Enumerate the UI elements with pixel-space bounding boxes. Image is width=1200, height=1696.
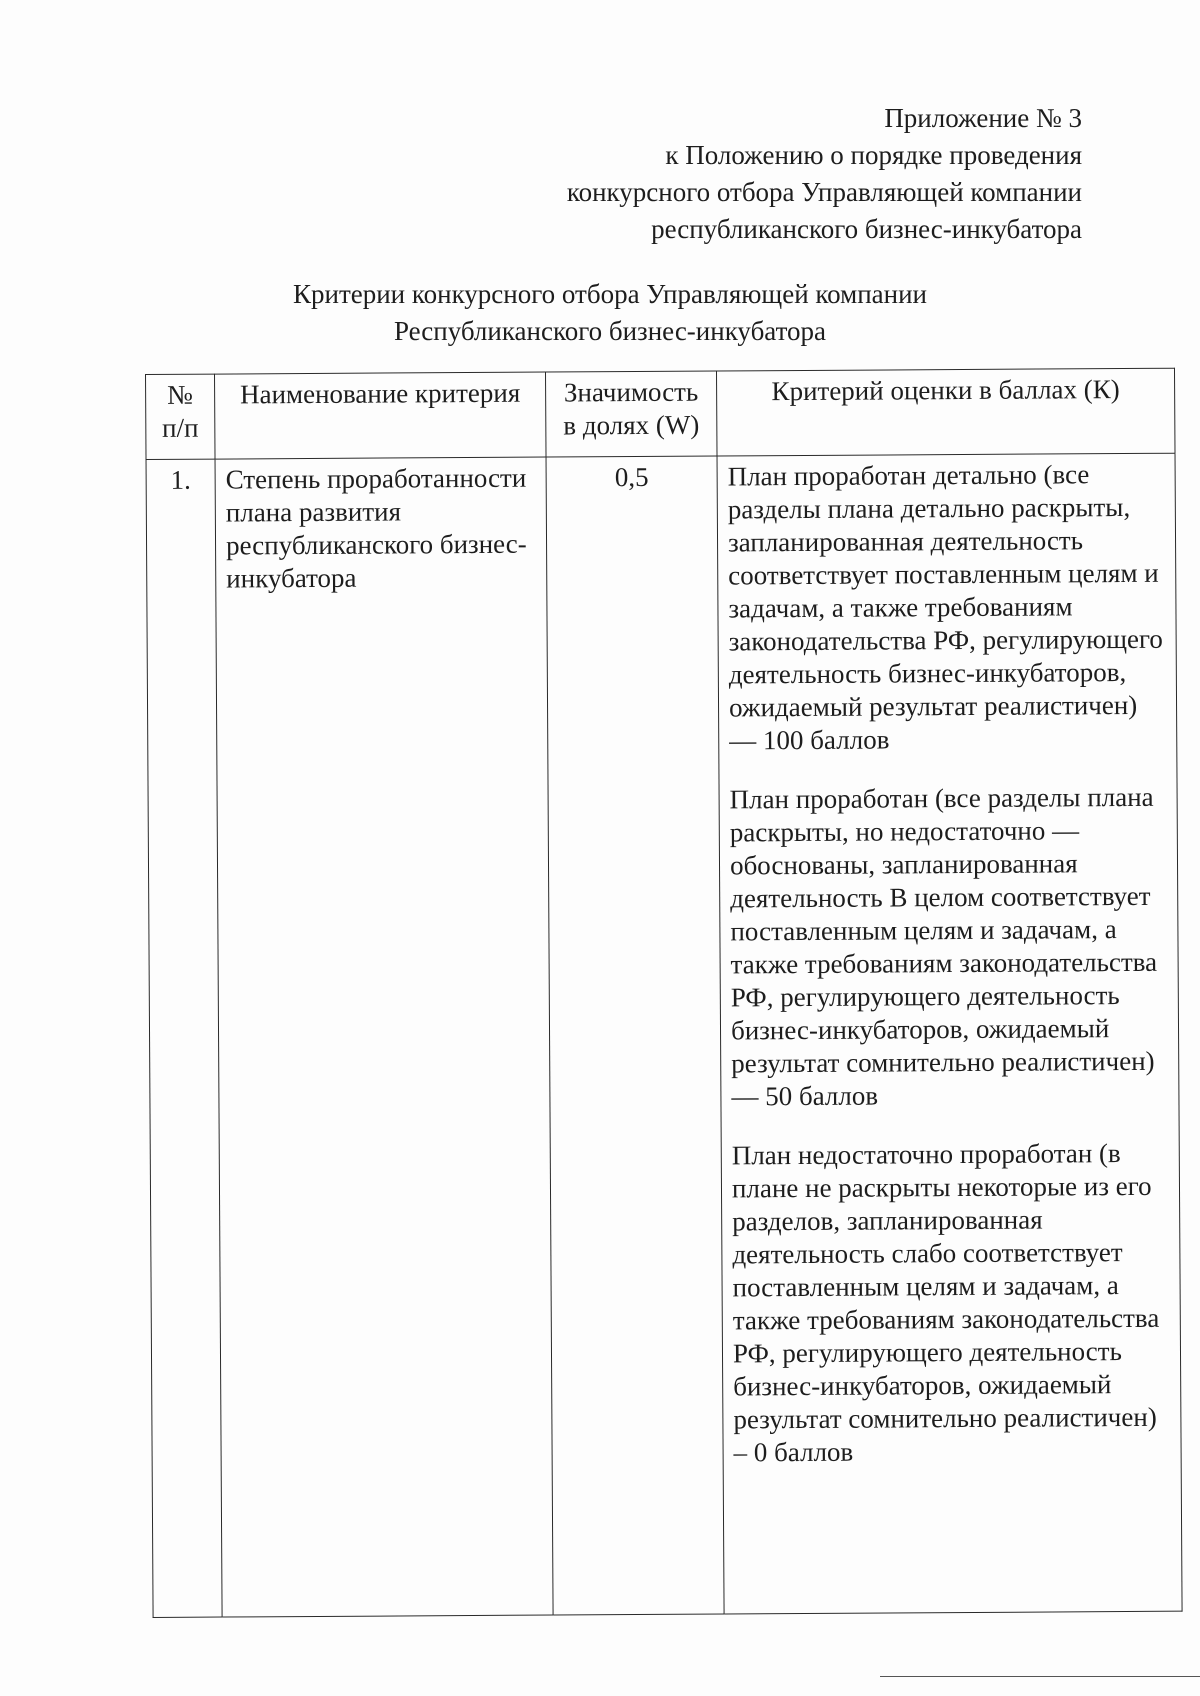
criteria-option-0: План недостаточно проработан (в плане не раскрыты некоторые из его разделов, запланированная деятельность слабо соответствует поставленным целям и задачам, а также требованиям законодательства РФ, регулирующего деятельность бизнес-инкубаторов, ожидаемый результат сомнительно реалистичен) – 0 баллов bbox=[731, 1138, 1160, 1468]
header-weight bbox=[545, 371, 717, 457]
header-weight-line: в долях (W) bbox=[563, 409, 700, 441]
appendix-line: к Положению о порядке проведения bbox=[665, 140, 1082, 170]
row-criterion-name: Степень проработанности плана развития республиканского бизнес-инкубатора bbox=[215, 457, 553, 1617]
title-line: Республиканского бизнес-инкубатора bbox=[393, 316, 827, 346]
row-criteria-cell bbox=[717, 453, 1182, 1613]
appendix-reference bbox=[567, 100, 1082, 248]
title-line: Критерии конкурсного отбора Управляющей компании bbox=[292, 279, 928, 309]
header-criteria: Критерий оценки в баллах (К) bbox=[716, 368, 1175, 456]
bottom-rule bbox=[880, 1676, 1200, 1677]
appendix-line: конкурсного отбора Управляющей компании bbox=[566, 177, 1082, 207]
header-weight-line: Значимость bbox=[563, 376, 699, 408]
criteria-option-50: План проработан (все разделы плана раскрыты, но недостаточно — обоснованы, запланированная деятельность В целом соответствует поставленным целям и задачам, а также требованиям законодательства РФ, регулирующего деятельность бизнес-инкубаторов, ожидаемый результат сомнительно реалистичен) — 50 баллов bbox=[729, 782, 1158, 1112]
header-name: Наименование критерия bbox=[215, 372, 547, 459]
header-num bbox=[146, 374, 216, 460]
criteria-option-100: План проработан детально (все разделы плана детально раскрыты, запланированная деятельность соответствует поставленным целям и задачам, а также требованиям законодательства РФ, регулирующего деятельность бизнес-инкубаторов, ожидаемый результат реалистичен) — 100 баллов bbox=[727, 459, 1163, 756]
document-title bbox=[200, 276, 1020, 350]
row-weight: 0,5 bbox=[546, 456, 724, 1615]
appendix-line: Приложение № 3 bbox=[884, 103, 1082, 133]
header-num-line: п/п bbox=[162, 412, 199, 443]
header-num-line: № bbox=[167, 379, 194, 410]
appendix-line: республиканского бизнес-инкубатора bbox=[651, 214, 1082, 244]
criteria-table bbox=[145, 368, 1183, 1618]
table-header-row bbox=[146, 368, 1176, 460]
row-num: 1. bbox=[146, 459, 222, 1617]
table-row bbox=[146, 453, 1182, 1617]
